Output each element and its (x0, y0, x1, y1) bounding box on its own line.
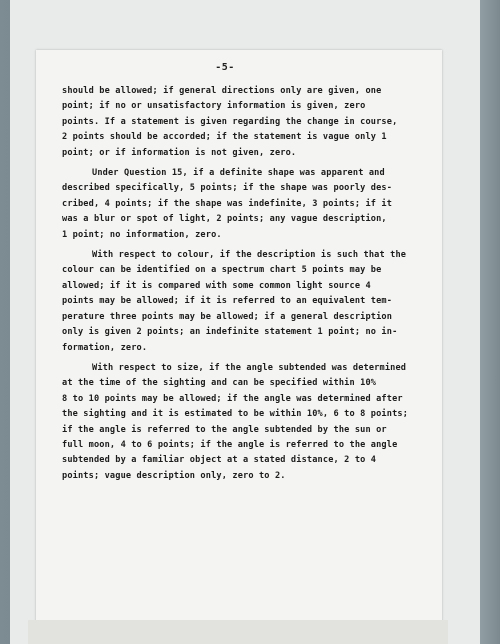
text-line: only is given 2 points; an indefinite statement 1 point; no in- (62, 327, 398, 338)
text-line: points; vague description only, zero to 2. (62, 470, 286, 481)
text-line: point; or if information is not given, zero. (62, 147, 297, 158)
text-line: cribed, 4 points; if the shape was indefinite, 3 points; if it (62, 198, 393, 209)
text-line: 1 point; no information, zero. (62, 229, 222, 240)
text-line: described specifically, 5 points; if the shape was poorly des- (62, 183, 393, 194)
text-line: With respect to colour, if the description is such that the (92, 250, 407, 261)
paragraph (62, 361, 448, 484)
text-line: Under Question 15, if a definite shape was apparent and (92, 168, 385, 179)
text-line: point; if no or unsatisfactory information is given, zero (62, 101, 366, 112)
text-line: should be allowed; if general directions only are given, one (62, 86, 382, 96)
document-body (62, 84, 448, 484)
text-line: subtended by a familiar object at a stated distance, 2 to 4 (62, 455, 377, 466)
text-line: With respect to size, if the angle subtended was determined (92, 362, 407, 373)
text-line: if the angle is referred to the angle subtended by the sun or (62, 424, 387, 435)
text-line: was a blur or spot of light, 2 points; any vague description, (62, 214, 387, 225)
text-line: points. If a statement is given regarding the change in course, (62, 116, 398, 127)
text-line: colour can be identified on a spectrum chart 5 points may be (62, 265, 382, 276)
text-line: 2 points should be accorded; if the statement is vague only 1 (62, 132, 387, 143)
paragraph (62, 166, 448, 243)
text-line: at the time of the sighting and can be specified within 10% (62, 378, 377, 389)
document-page (36, 50, 442, 630)
text-line: points may be allowed; if it is referred to an equivalent tem- (62, 296, 393, 307)
text-line: full moon, 4 to 6 points; if the angle is referred to the angle (62, 439, 398, 450)
text-line: allowed; if it is compared with some common light source 4 (62, 280, 371, 291)
text-line: formation, zero. (62, 342, 148, 353)
paragraph (62, 248, 448, 356)
page-bottom-edge (28, 620, 448, 644)
page-number: -5- (215, 62, 235, 73)
text-line: perature three points may be allowed; if a general description (62, 311, 393, 322)
text-line: the sighting and it is estimated to be within 10%, 6 to 8 points; (62, 409, 409, 420)
text-line: 8 to 10 points may be allowed; if the angle was determined after (62, 393, 403, 404)
paragraph (62, 84, 448, 161)
